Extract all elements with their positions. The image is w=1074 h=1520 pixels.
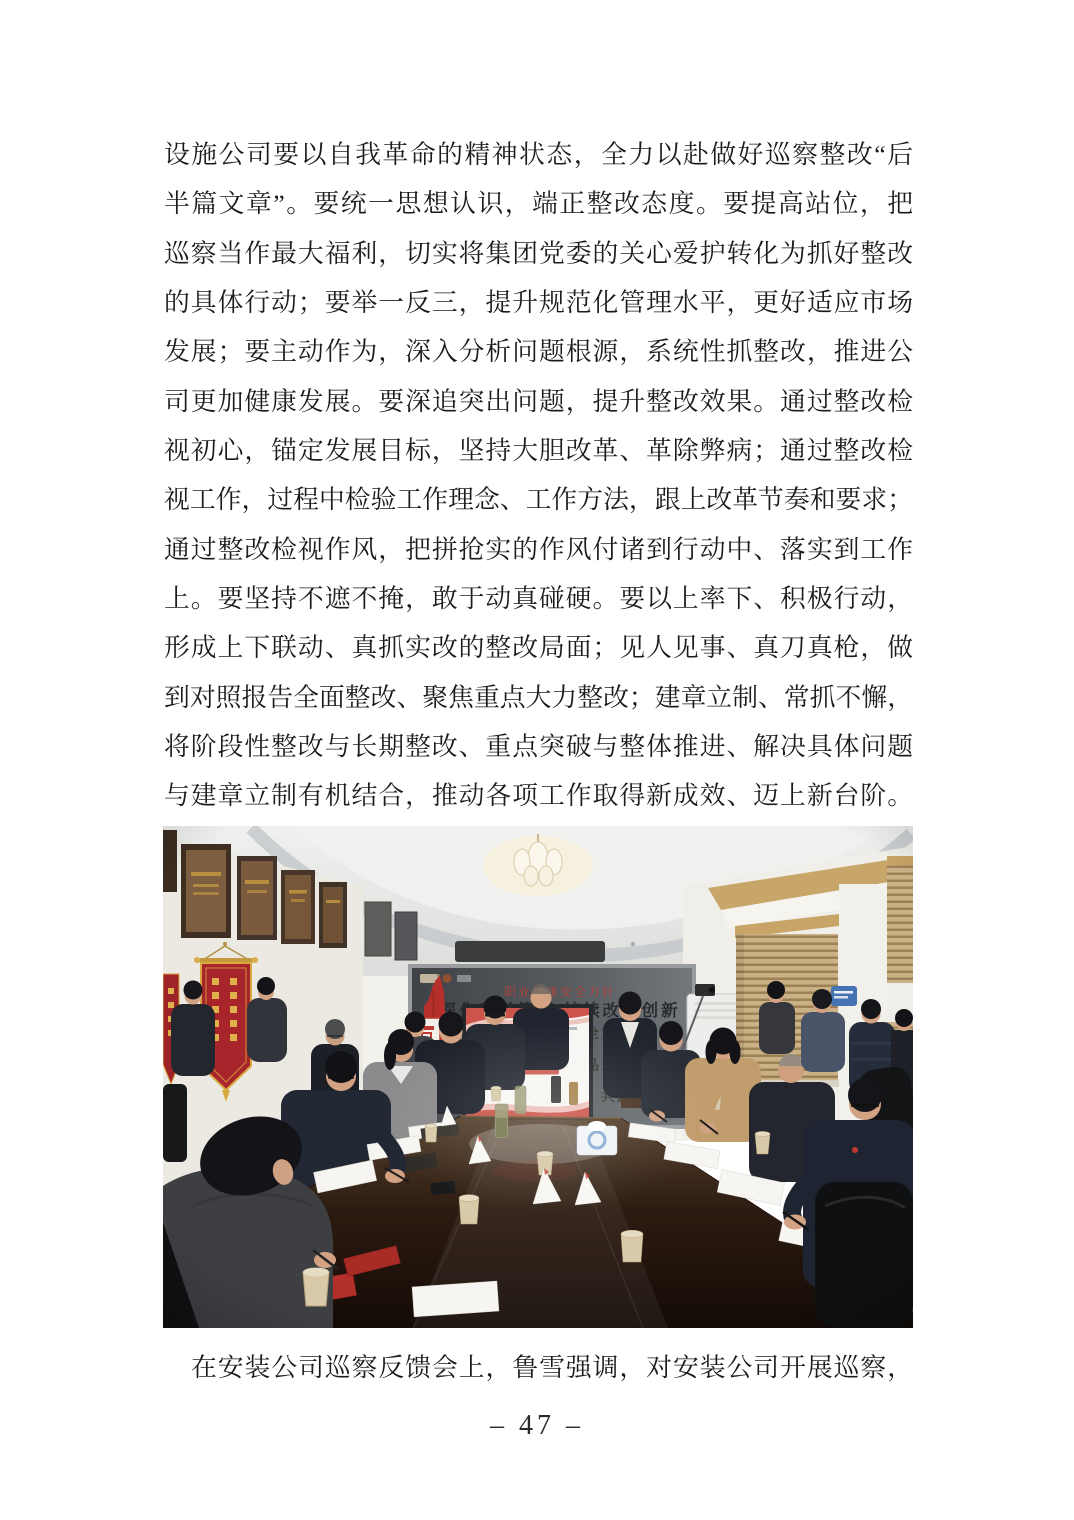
paragraph-line: 视工作，过程中检验工作理念、工作方法，跟上改革节奏和要求； xyxy=(164,485,913,515)
main-paragraph xyxy=(164,130,913,821)
meeting-photo xyxy=(163,826,913,1328)
vignette xyxy=(163,826,913,1328)
paragraph-line: 半篇文章”。要统一思想认识，端正整改态度。要提高站位，把 xyxy=(164,189,913,219)
paragraph-line: 视初心，锚定发展目标，坚持大胆改革、革除弊病；通过整改检 xyxy=(164,436,913,466)
paragraph-line: 形成上下联动、真抓实改的整改局面；见人见事、真刀真枪，做 xyxy=(164,633,913,663)
paragraph-line: 到对照报告全面整改、聚焦重点大力整改；建章立制、常抓不懈， xyxy=(164,682,913,712)
paragraph-line: 发展；要主动作为，深入分析问题根源，系统性抓整改，推进公 xyxy=(164,337,913,367)
paragraph-line: 巡察当作最大福利，切实将集团党委的关心爱护转化为抓好整改 xyxy=(164,238,913,268)
paragraph-line: 上。要坚持不遮不掩，敢于动真碰硬。要以上率下、积极行动， xyxy=(164,584,913,614)
meeting-photo-illustration xyxy=(163,826,913,1328)
paragraph-line: 司更加健康发展。要深追突出问题，提升整改效果。通过整改检 xyxy=(164,386,913,416)
paragraph-line: 设施公司要以自我革命的精神状态，全力以赴做好巡察整改“后 xyxy=(164,140,913,169)
paragraph-line: 将阶段性整改与长期整改、重点突破与整体推进、解决具体问题 xyxy=(164,732,913,762)
page-number: – 47 – xyxy=(490,1410,584,1441)
paragraph-line: 通过整改检视作风，把拼抢实的作风付诸到行动中、落实到工作 xyxy=(164,534,913,564)
paragraph-line: 与建章立制有机结合，推动各项工作取得新成效、迈上新台阶。 xyxy=(164,781,913,811)
closing-paragraph: 在安装公司巡察反馈会上，鲁雪强调，对安装公司开展巡察， xyxy=(191,1353,913,1382)
paragraph-line: 的具体行动；要举一反三，提升规范化管理水平，更好适应市场 xyxy=(164,288,913,318)
